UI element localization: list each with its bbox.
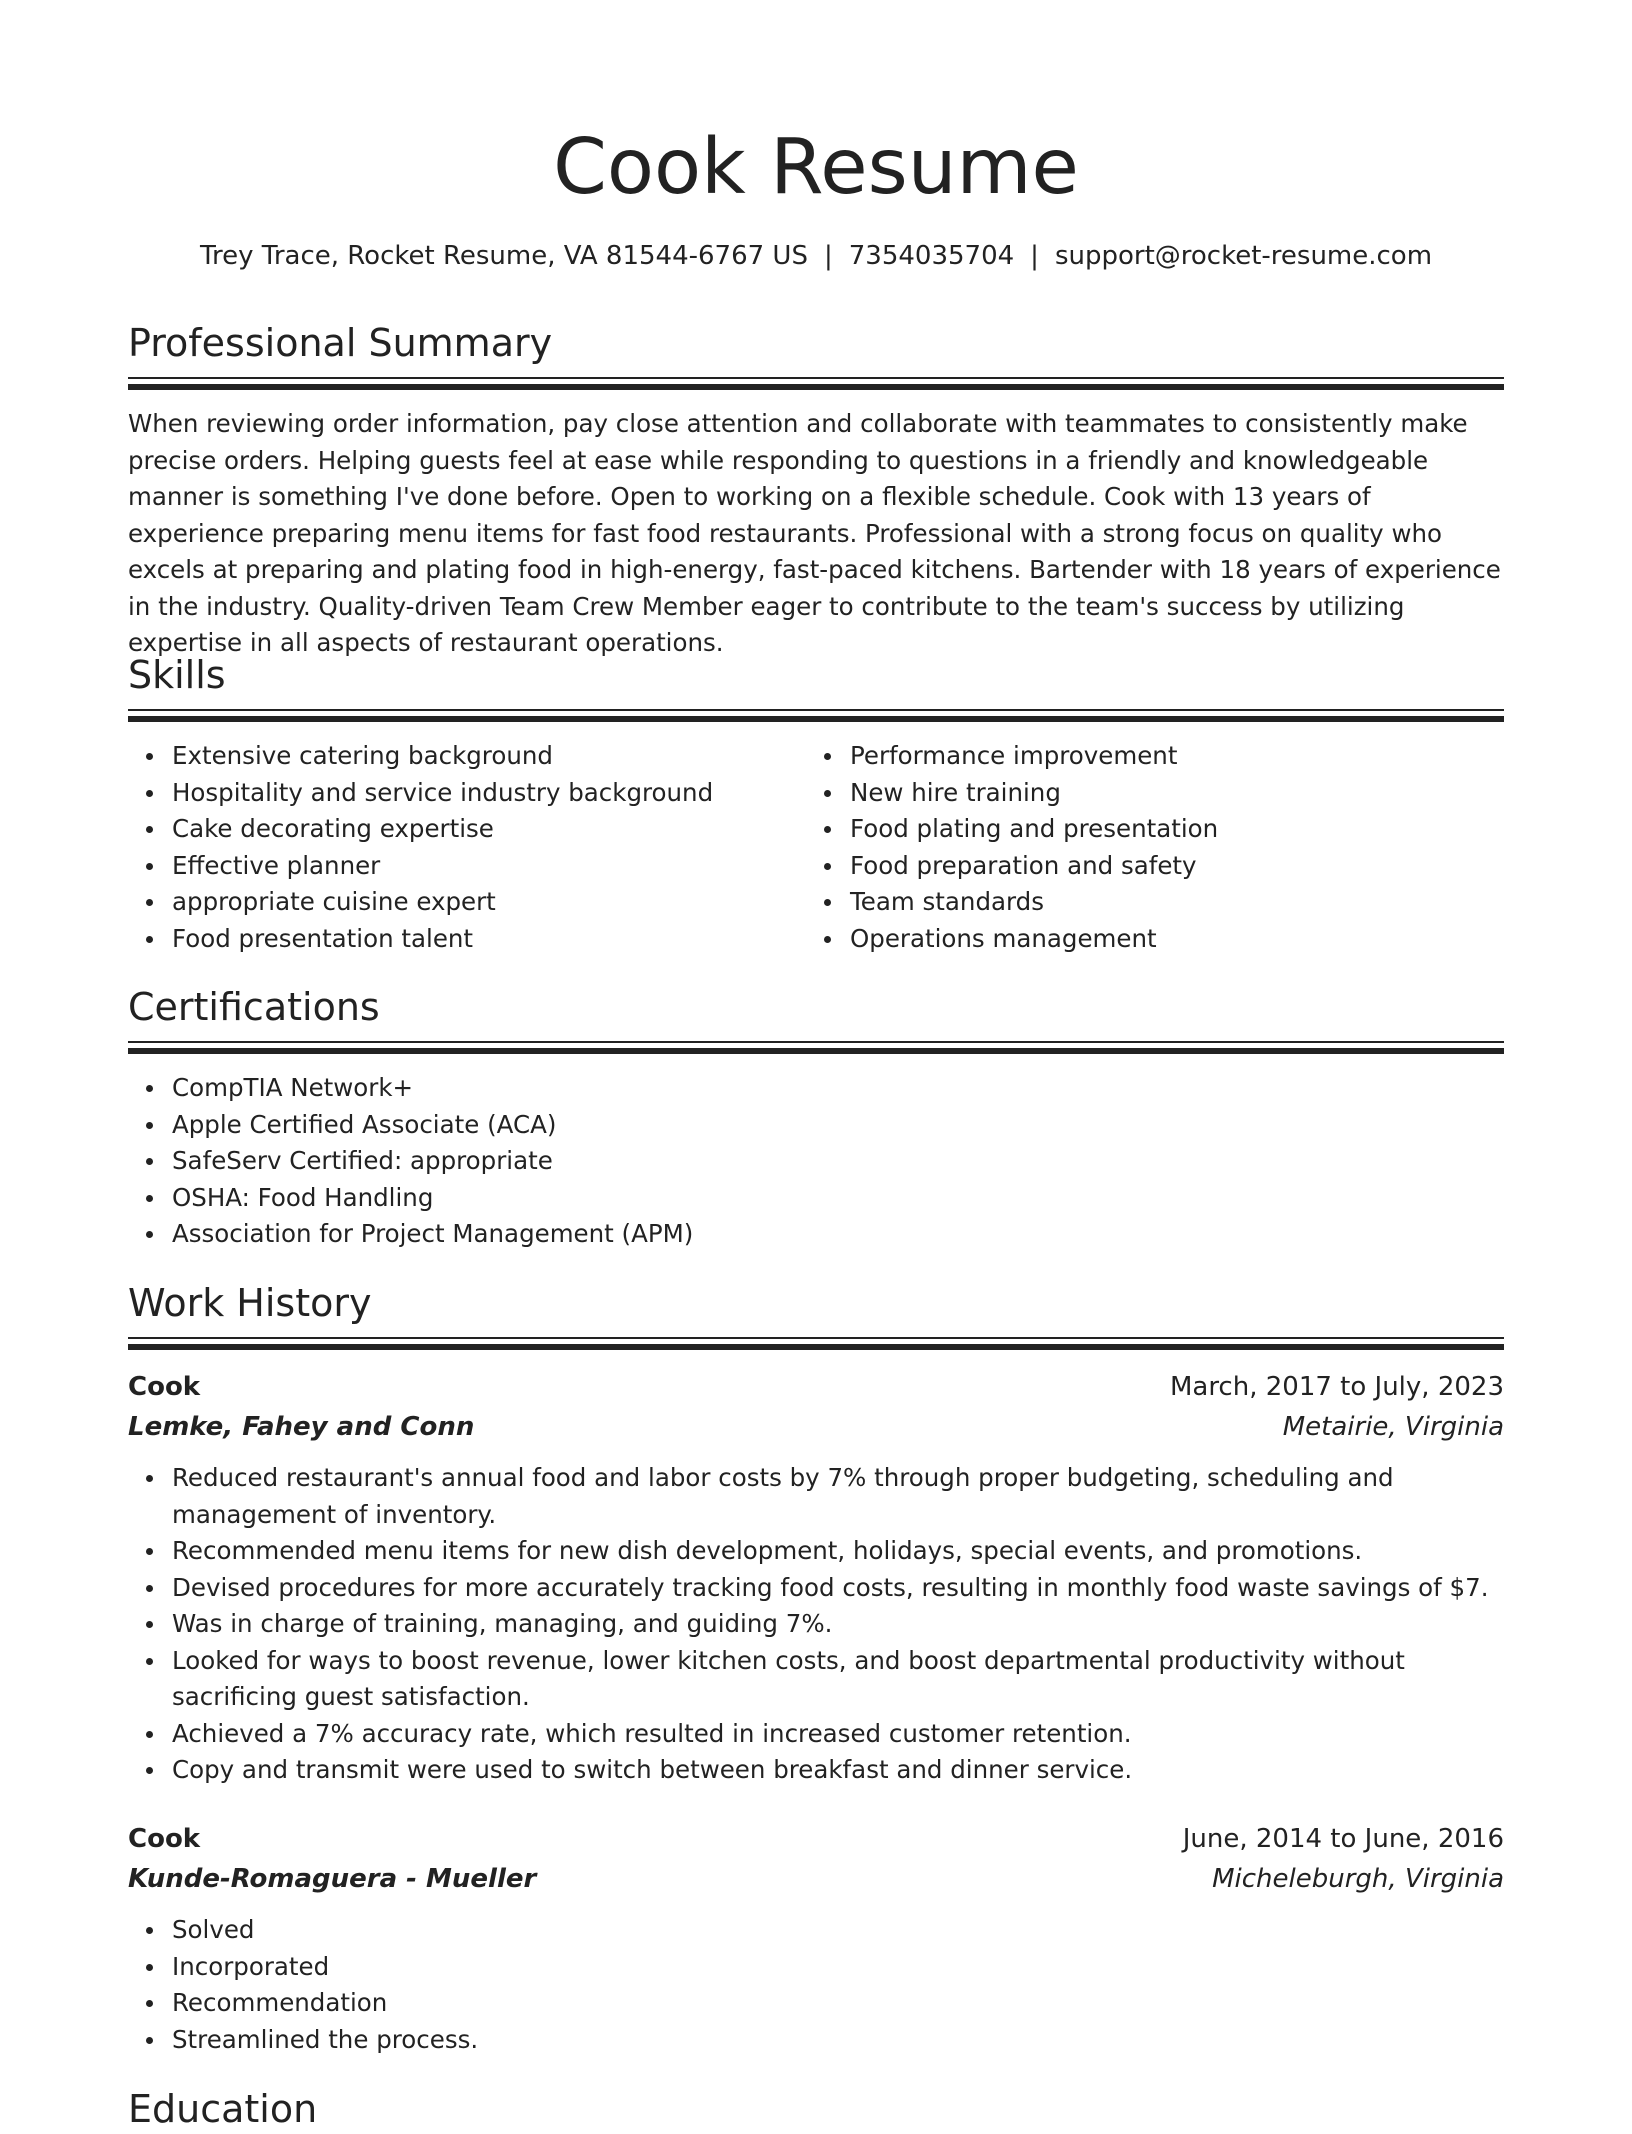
job-bullet: Was in charge of training, managing, and guiding 7%.	[172, 1606, 1504, 1643]
skills-heading: Skills	[128, 653, 226, 697]
summary-heading: Professional Summary	[128, 321, 553, 365]
certifications-heading: Certifications	[128, 985, 380, 1029]
contact-email: support@rocket-resume.com	[1054, 241, 1433, 271]
skill-item: Hospitality and service industry background	[172, 775, 792, 812]
job-bullet: Achieved a 7% accuracy rate, which resulted in increased customer retention.	[172, 1716, 1504, 1753]
job-bullet: Copy and transmit were used to switch between breakfast and dinner service.	[172, 1752, 1504, 1789]
skills-list-right	[806, 738, 1500, 957]
contact-line	[128, 236, 1504, 276]
job-location: Micheleburgh, Virginia	[1212, 1864, 1504, 1894]
job-bullets	[128, 1460, 1504, 1789]
job-dates: June, 2014 to June, 2016	[1182, 1824, 1504, 1854]
job-title: Cook	[128, 1372, 201, 1402]
summary-text: When reviewing order information, pay close attention and collaborate with teammates to consistently make precise orders. Helping guests feel at ease while responding to questions in a friendly and knowledgeable manner is something I've done before. Open to working on a flexible schedule. Cook with 13 years of experience preparing menu items for fast food restaurants. Professional with a strong focus on quality who excels at preparing and plating food in high-energy, fast-paced kitchens. Bartender with 18 years of experience in the industry. Quality-driven Team Crew Member eager to contribute to the team's success by utilizing expertise in all aspects of restaurant operations.	[128, 409, 1501, 657]
job-bullet: Incorporated	[172, 1949, 1504, 1986]
skill-item: Cake decorating expertise	[172, 811, 792, 848]
section-divider	[128, 709, 1504, 722]
skill-item: Food plating and presentation	[850, 811, 1500, 848]
skill-item: New hire training	[850, 775, 1500, 812]
job-bullet: Looked for ways to boost revenue, lower kitchen costs, and boost departmental productivity without sacrificing guest satisfaction.	[172, 1643, 1504, 1716]
page-title: Cook Resume	[553, 123, 1079, 212]
job-dates: March, 2017 to July, 2023	[1169, 1372, 1504, 1402]
section-divider	[128, 1337, 1504, 1350]
education-heading: Education	[128, 2087, 318, 2131]
job-bullet: Solved	[172, 1912, 1504, 1949]
certifications-list	[128, 1070, 1504, 1253]
job-bullet: Reduced restaurant's annual food and labor costs by 7% through proper budgeting, scheduling and management of inventory.	[172, 1460, 1504, 1533]
skill-item: Operations management	[850, 921, 1500, 958]
job-bullet: Devised procedures for more accurately tracking food costs, resulting in monthly food waste savings of $7.	[172, 1570, 1504, 1607]
skill-item: Food preparation and safety	[850, 848, 1500, 885]
certification-item: Association for Project Management (APM)	[172, 1216, 1504, 1253]
job-bullet: Recommended menu items for new dish development, holidays, special events, and promotions.	[172, 1533, 1504, 1570]
contact-separator: |	[823, 241, 833, 271]
job-bullet: Recommendation	[172, 1985, 1504, 2022]
skills-list-left	[128, 738, 792, 957]
certification-item: OSHA: Food Handling	[172, 1180, 1504, 1217]
contact-address: Trey Trace, Rocket Resume, VA 81544-6767 US	[199, 241, 808, 271]
certification-item: Apple Certified Associate (ACA)	[172, 1107, 1504, 1144]
skill-item: Effective planner	[172, 848, 792, 885]
certification-item: CompTIA Network+	[172, 1070, 1504, 1107]
certification-item: SafeServ Certified: appropriate	[172, 1143, 1504, 1180]
job-bullets	[128, 1912, 1504, 2058]
skill-item: Food presentation talent	[172, 921, 792, 958]
skill-item: Team standards	[850, 884, 1500, 921]
skill-item: appropriate cuisine expert	[172, 884, 792, 921]
skill-item: Extensive catering background	[172, 738, 792, 775]
work-history-heading: Work History	[128, 1281, 372, 1325]
contact-phone: 7354035704	[848, 241, 1015, 271]
job-title: Cook	[128, 1824, 201, 1854]
section-divider	[128, 1041, 1504, 1054]
job-location: Metairie, Virginia	[1282, 1412, 1504, 1442]
contact-separator: |	[1030, 241, 1039, 271]
skill-item: Performance improvement	[850, 738, 1500, 775]
job-company: Kunde-Romaguera - Mueller	[128, 1864, 537, 1894]
job-company: Lemke, Fahey and Conn	[128, 1412, 475, 1442]
job-bullet: Streamlined the process.	[172, 2022, 1504, 2059]
section-divider	[128, 377, 1504, 390]
